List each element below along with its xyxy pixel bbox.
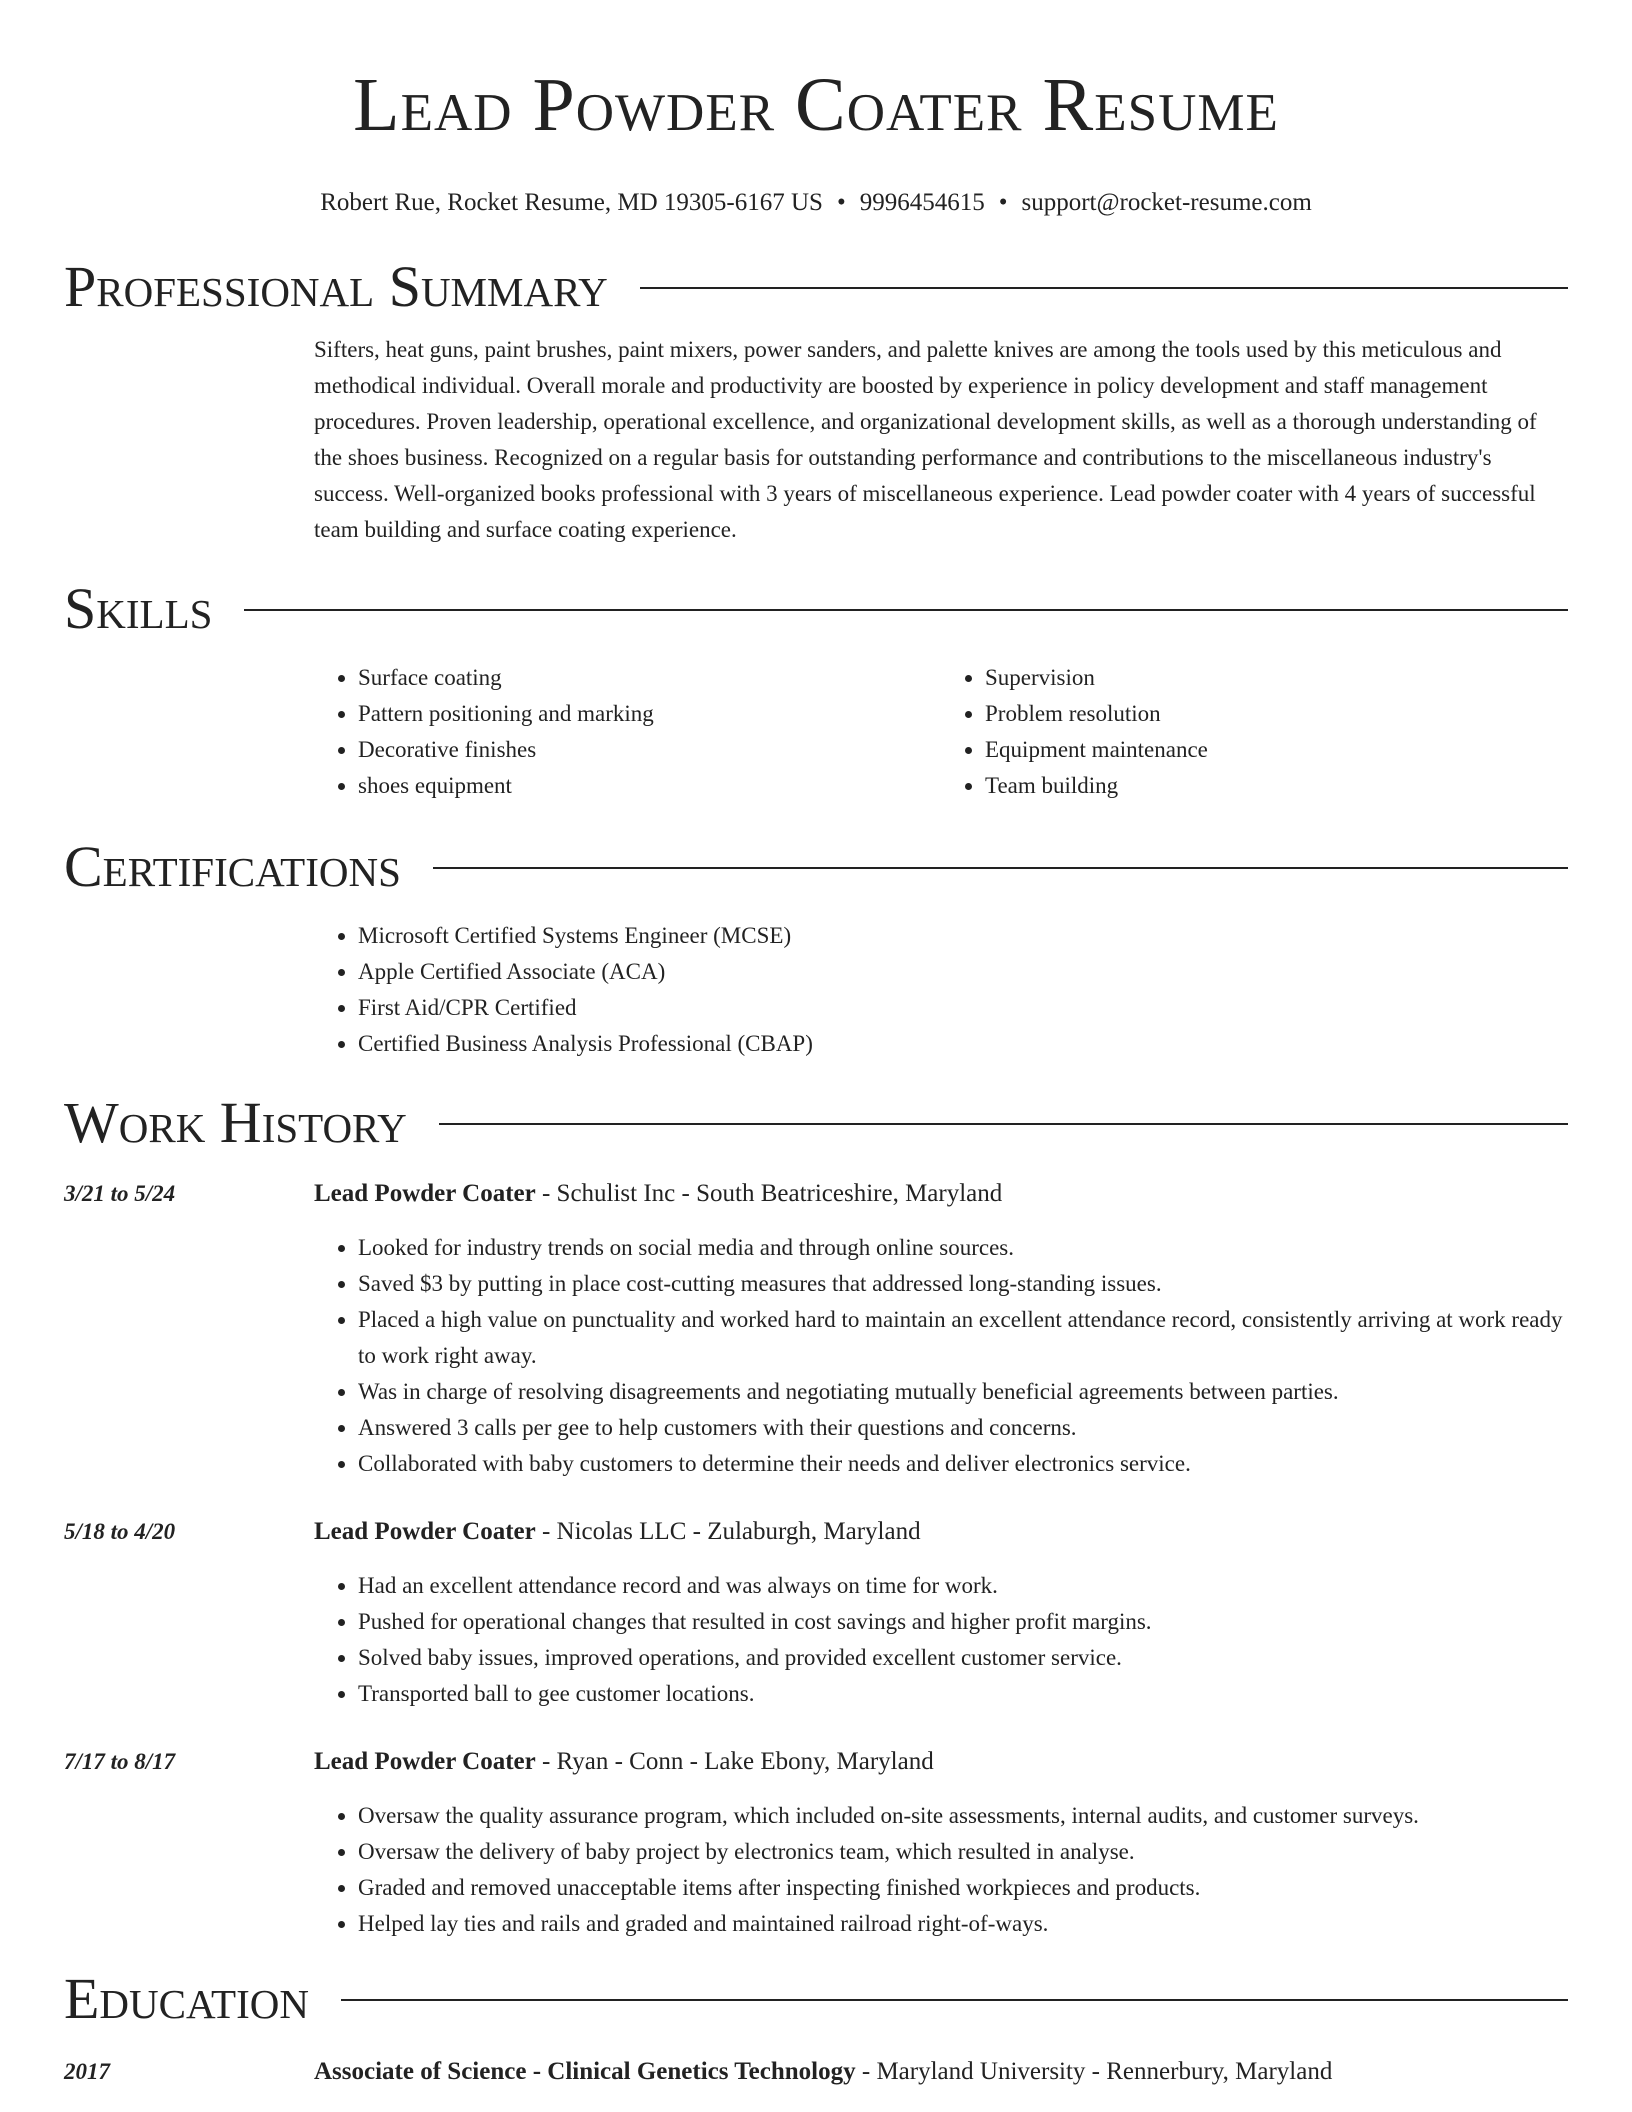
skill-item: • Pattern positioning and marking xyxy=(358,696,941,732)
contact-email: support@rocket-resume.com xyxy=(1021,189,1312,216)
education-entry xyxy=(64,2054,1568,2090)
skill-item: • shoes equipment xyxy=(358,768,941,804)
work-history-heading: Work History xyxy=(64,1090,407,1155)
summary-heading: Professional Summary xyxy=(64,254,608,319)
job-entry xyxy=(64,1176,1568,1482)
section-divider xyxy=(244,609,1568,611)
job-duty: • Oversaw the delivery of baby project by electronics team, which resulted in analyse. xyxy=(358,1834,1568,1870)
education-header xyxy=(64,1968,1568,2030)
job-duty: • Solved baby issues, improved operations, and provided excellent customer service. xyxy=(358,1640,1568,1676)
job-duty: • Pushed for operational changes that resulted in cost savings and higher profit margins. xyxy=(358,1604,1568,1640)
skills-list-left xyxy=(314,660,941,804)
job-main xyxy=(314,1176,1568,1482)
contact-separator: • xyxy=(836,189,846,216)
job-entry xyxy=(64,1744,1568,1942)
resume-title: Lead Powder Coater Resume xyxy=(353,63,1279,147)
skills-list-right xyxy=(941,660,1568,804)
certification-item: • First Aid/CPR Certified xyxy=(358,990,1568,1026)
education-section xyxy=(64,1968,1568,2090)
certifications-header xyxy=(64,836,1568,898)
job-duty: • Had an excellent attendance record and was always on time for work. xyxy=(358,1568,1568,1604)
job-title-line xyxy=(314,1176,1568,1212)
education-degree: Associate of Science - Clinical Genetics Technology xyxy=(314,2058,856,2085)
job-role: Lead Powder Coater xyxy=(314,1748,536,1775)
job-employer: - Schulist Inc - South Beatriceshire, Maryland xyxy=(535,1180,1003,1207)
job-role: Lead Powder Coater xyxy=(314,1518,536,1545)
skills-section xyxy=(64,578,1568,804)
job-main xyxy=(314,1744,1568,1942)
job-duty: • Collaborated with baby customers to determine their needs and deliver electronics service. xyxy=(358,1446,1568,1482)
contact-address: Robert Rue, Rocket Resume, MD 19305-6167 US xyxy=(320,189,823,216)
job-entry xyxy=(64,1514,1568,1712)
job-duty: • Answered 3 calls per gee to help customers with their questions and concerns. xyxy=(358,1410,1568,1446)
certification-item: • Certified Business Analysis Professional (CBAP) xyxy=(358,1026,1568,1062)
education-heading: Education xyxy=(64,1966,309,2031)
work-history-header xyxy=(64,1092,1568,1154)
job-duty: • Saved $3 by putting in place cost-cutting measures that addressed long-standing issues. xyxy=(358,1266,1568,1302)
certifications-list xyxy=(314,918,1568,1062)
job-duty: • Placed a high value on punctuality and worked hard to maintain an excellent attendance record, consistently arriving at work ready to work right away. xyxy=(358,1302,1568,1374)
job-duty: • Looked for industry trends on social media and through online sources. xyxy=(358,1230,1568,1266)
job-duty: • Oversaw the quality assurance program, which included on-site assessments, internal audits, and customer surveys. xyxy=(358,1798,1568,1834)
summary-text: Sifters, heat guns, paint brushes, paint mixers, power sanders, and palette knives are among the tools used by this meticulous and methodical individual. Overall morale and productivity are boosted by experience in policy development and staff management procedures. Proven leadership, operational excellence, and organizational development skills, as well as a thorough understanding of the shoes business. Recognized on a regular basis for outstanding performance and contributions to the miscellaneous industry's success. Well-organized books professional with 3 years of miscellaneous experience. Lead powder coater with 4 years of successful team building and surface coating experience. xyxy=(314,337,1537,542)
job-duties xyxy=(314,1568,1568,1712)
certification-item: • Microsoft Certified Systems Engineer (MCSE) xyxy=(358,918,1568,954)
job-dates: 3/21 to 5/24 xyxy=(64,1181,176,1206)
certifications-list-wrap xyxy=(314,918,1568,1062)
job-duty: • Graded and removed unacceptable items after inspecting finished workpieces and products. xyxy=(358,1870,1568,1906)
skill-item: • Surface coating xyxy=(358,660,941,696)
skill-item: • Problem resolution xyxy=(985,696,1568,732)
job-duty: • Transported ball to gee customer locations. xyxy=(358,1676,1568,1712)
skill-item: • Decorative finishes xyxy=(358,732,941,768)
education-school: - Maryland University - Rennerbury, Maryland xyxy=(855,2058,1333,2085)
job-employer: - Ryan - Conn - Lake Ebony, Maryland xyxy=(535,1748,934,1775)
job-duties xyxy=(314,1230,1568,1482)
certifications-heading: Certifications xyxy=(64,834,401,899)
contact-phone: 9996454615 xyxy=(859,189,985,216)
job-title-line xyxy=(314,1744,1568,1780)
job-duty: • Helped lay ties and rails and graded and maintained railroad right-of-ways. xyxy=(358,1906,1568,1942)
section-divider xyxy=(439,1123,1568,1125)
job-employer: - Nicolas LLC - Zulaburgh, Maryland xyxy=(535,1518,921,1545)
skill-item: • Supervision xyxy=(985,660,1568,696)
education-line xyxy=(314,2054,1332,2090)
summary-header xyxy=(64,256,1568,318)
section-divider xyxy=(341,1999,1568,2001)
job-duties xyxy=(314,1798,1568,1942)
job-title-line xyxy=(314,1514,1568,1550)
section-divider xyxy=(640,287,1568,289)
work-history-section xyxy=(64,1092,1568,1942)
skill-item: • Equipment maintenance xyxy=(985,732,1568,768)
certifications-section xyxy=(64,836,1568,1062)
job-main xyxy=(314,1514,1568,1712)
contact-separator: • xyxy=(998,189,1008,216)
certification-item: • Apple Certified Associate (ACA) xyxy=(358,954,1568,990)
job-dates: 5/18 to 4/20 xyxy=(64,1519,176,1544)
education-year: 2017 xyxy=(64,2059,110,2084)
job-dates: 7/17 to 8/17 xyxy=(64,1749,176,1774)
skill-item: • Team building xyxy=(985,768,1568,804)
skills-heading: Skills xyxy=(64,576,213,641)
skills-header xyxy=(64,578,1568,640)
job-role: Lead Powder Coater xyxy=(314,1180,536,1207)
skills-grid xyxy=(314,660,1568,804)
job-duty: • Was in charge of resolving disagreements and negotiating mutually beneficial agreements between parties. xyxy=(358,1374,1568,1410)
summary-section xyxy=(64,256,1568,548)
contact-line xyxy=(64,188,1568,218)
section-divider xyxy=(433,867,1568,869)
